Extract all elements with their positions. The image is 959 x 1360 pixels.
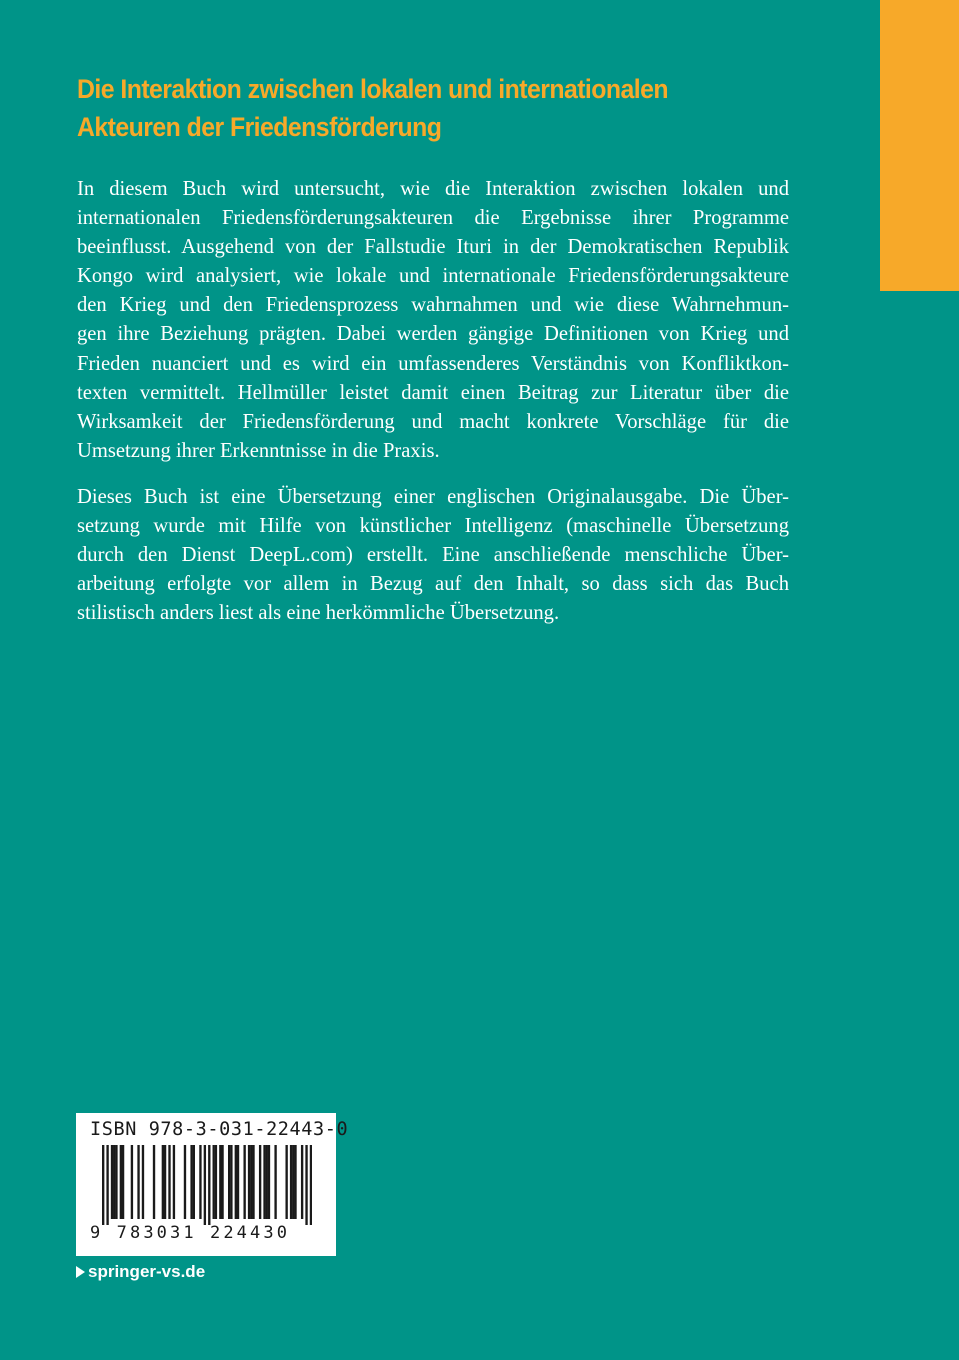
description-line: texten vermittelt. Hellmüller leistet damit einen Beitrag zur Literatur über die <box>77 381 789 404</box>
website-text: springer-vs.de <box>88 1262 206 1281</box>
barcode-bar <box>263 1145 265 1219</box>
barcode-bar <box>266 1145 268 1219</box>
barcode-icon <box>102 1145 312 1225</box>
barcode-bar <box>305 1145 307 1225</box>
barcode-bar <box>259 1145 261 1219</box>
description-line: In diesem Buch wird untersucht, wie die Interaktion zwischen lokalen und <box>77 178 789 200</box>
barcode-bar <box>274 1145 276 1219</box>
barcode-bar <box>168 1145 170 1219</box>
barcode-bar <box>122 1145 124 1219</box>
title-line: Die Interaktion zwischen lokalen und internationalen <box>77 74 669 104</box>
description-paragraph <box>77 175 789 466</box>
barcode-bar <box>113 1145 115 1219</box>
isbn-label: ISBN 978-3-031-22443-0 <box>90 1119 349 1140</box>
barcode-bar <box>230 1145 232 1219</box>
barcode-bar <box>294 1145 296 1219</box>
barcode-bar <box>120 1145 122 1219</box>
barcode-bar <box>215 1145 217 1219</box>
description-line: den Krieg und den Friedensprozess wahrnahmen und wie diese Wahrnehmun- <box>77 294 789 317</box>
barcode-bar <box>250 1145 252 1219</box>
description-line: gen ihre Beziehung prägten. Dabei werden gängige Definitionen von Krieg und <box>77 323 789 346</box>
title-line: Akteuren der Friedensförderung <box>77 112 442 142</box>
translation-note-line: Dieses Buch ist eine Übersetzung einer englischen Originalausgabe. Die Über- <box>77 486 789 508</box>
barcode-bar <box>285 1145 287 1219</box>
barcode-bar <box>235 1145 237 1219</box>
barcode-bar <box>106 1145 108 1225</box>
description-line: Frieden nuanciert und es wird ein umfassenderes Verständnis von Konfliktkon- <box>77 352 789 375</box>
orange-accent-tab <box>880 0 959 291</box>
barcode-bar <box>162 1145 164 1219</box>
barcode-bar <box>243 1145 245 1219</box>
translation-note-line: setzung wurde mit Hilfe von künstlicher Intelligenz (maschinelle Übersetzung <box>77 515 789 538</box>
barcode-bar <box>213 1145 215 1219</box>
barcode-bar <box>193 1145 195 1219</box>
description-line: internationalen Friedensförderungsakteuren die Ergebnisse ihrer Programme <box>77 207 789 230</box>
barcode-bar <box>268 1145 270 1219</box>
translation-note-paragraph <box>77 483 789 628</box>
barcode-bar <box>301 1145 303 1219</box>
barcode-bar <box>219 1145 221 1219</box>
barcode-bar <box>208 1145 210 1225</box>
translation-note-line: stilistisch anders liest als eine herkömmliche Übersetzung. <box>77 602 560 625</box>
barcode-bar <box>228 1145 230 1219</box>
barcode-bar <box>137 1145 139 1219</box>
barcode-bar <box>131 1145 133 1219</box>
barcode-bar <box>221 1145 223 1219</box>
barcode-bar <box>290 1145 292 1219</box>
barcode-bar <box>153 1145 155 1219</box>
barcode-bar <box>164 1145 166 1219</box>
translation-note-line: durch den Dienst DeepL.com) erstellt. Eine anschließende menschliche Über- <box>77 544 789 567</box>
barcode-bar <box>142 1145 144 1219</box>
barcode-bar <box>237 1145 239 1219</box>
description-line: Umsetzung ihrer Erkenntnisse in die Praxis. <box>77 439 440 462</box>
barcode-bar <box>190 1145 192 1219</box>
barcode-bar <box>310 1145 312 1225</box>
barcode-bar <box>204 1145 206 1225</box>
barcode-bar <box>199 1145 201 1219</box>
description-line: Kongo wird analysiert, wie lokale und internationale Friedensförderungsakteure <box>77 265 789 288</box>
description-line: Wirksamkeit der Friedensförderung und macht konkrete Vorschläge für die <box>77 410 789 433</box>
barcode-bar <box>115 1145 117 1219</box>
barcode-bar <box>173 1145 175 1219</box>
barcode-bar <box>252 1145 254 1219</box>
barcode-bar <box>102 1145 104 1225</box>
barcode-bar <box>111 1145 113 1219</box>
barcode-bar <box>184 1145 186 1219</box>
website-link[interactable] <box>76 1262 205 1282</box>
triangle-arrow-icon <box>76 1266 85 1278</box>
barcode-bar <box>292 1145 294 1219</box>
barcode-box <box>76 1113 349 1256</box>
barcode-bar <box>248 1145 250 1219</box>
description-line: beeinflusst. Ausgehend von der Fallstudie Ituri in der Demokratischen Republik <box>77 236 789 259</box>
book-title <box>77 70 795 146</box>
translation-note-line: arbeitung erfolgte vor allem in Bezug auf den Inhalt, so dass sich das Buch <box>77 573 789 596</box>
ean-digits: 9 783031 224430 <box>90 1223 291 1243</box>
